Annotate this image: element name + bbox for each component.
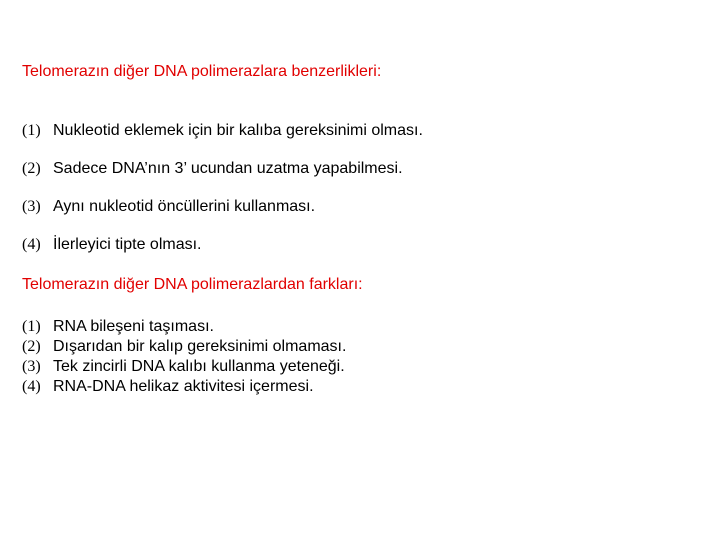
difference-item-4 bbox=[22, 377, 346, 397]
similarity-item-1 bbox=[22, 121, 423, 159]
difference-item-2 bbox=[22, 337, 346, 357]
item-text: Dışarıdan bir kalıp gereksinimi olmaması. bbox=[53, 338, 347, 355]
difference-item-1 bbox=[22, 317, 346, 337]
item-text: RNA bileşeni taşıması. bbox=[53, 318, 214, 335]
difference-item-3 bbox=[22, 357, 346, 377]
similarity-item-3 bbox=[22, 197, 423, 235]
item-number: (3) bbox=[22, 358, 41, 375]
item-text: Aynı nukleotid öncüllerini kullanması. bbox=[53, 198, 316, 215]
item-number: (1) bbox=[22, 122, 41, 139]
item-number: (4) bbox=[22, 236, 41, 253]
item-text: Nukleotid eklemek için bir kalıba gereksinimi olması. bbox=[53, 122, 423, 139]
similarity-item-4 bbox=[22, 235, 423, 273]
differences-list bbox=[22, 317, 346, 397]
item-text: Sadece DNA’nın 3’ ucundan uzatma yapabilmesi. bbox=[53, 160, 403, 177]
item-text: İlerleyici tipte olması. bbox=[53, 236, 202, 253]
item-number: (1) bbox=[22, 318, 41, 335]
item-number: (3) bbox=[22, 198, 41, 215]
similarity-item-2 bbox=[22, 159, 423, 197]
item-number: (2) bbox=[22, 338, 41, 355]
item-text: RNA-DNA helikaz aktivitesi içermesi. bbox=[53, 378, 314, 395]
item-number: (2) bbox=[22, 160, 41, 177]
differences-heading: Telomerazın diğer DNA polimerazlardan farkları: bbox=[22, 276, 363, 293]
item-number: (4) bbox=[22, 378, 41, 395]
item-text: Tek zincirli DNA kalıbı kullanma yeteneği. bbox=[53, 358, 345, 375]
similarities-heading: Telomerazın diğer DNA polimerazlara benzerlikleri: bbox=[22, 63, 382, 80]
similarities-list bbox=[22, 121, 423, 273]
